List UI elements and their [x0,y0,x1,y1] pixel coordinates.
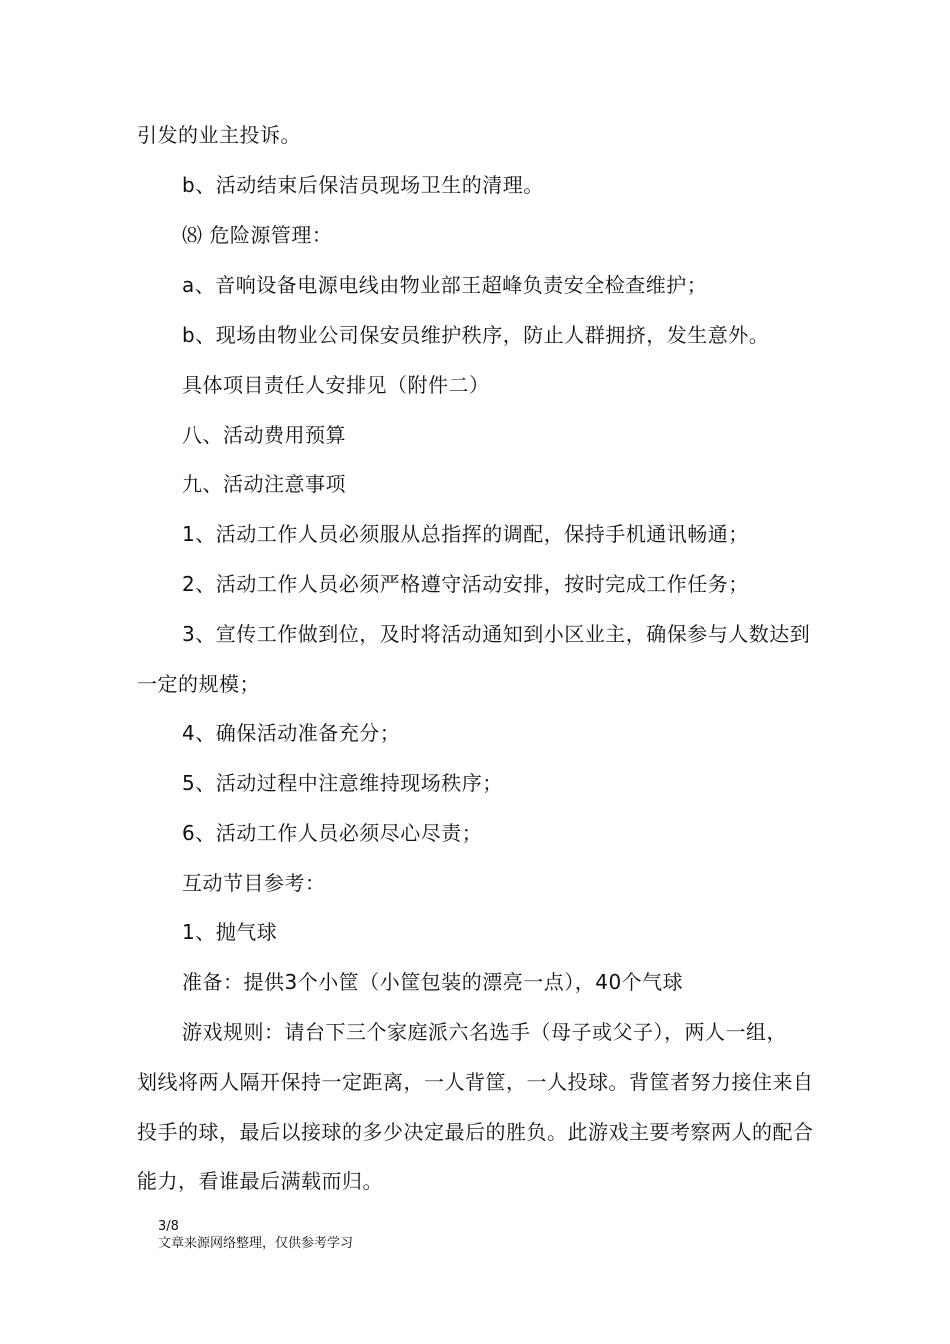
paragraph-line: 3、宣传工作做到位，及时将活动通知到小区业主，确保参与人数达到 [182,622,811,646]
paragraph-line: a、音响设备电源电线由物业部王超峰负责安全检查维护； [182,273,708,297]
paragraph-line: 具体项目责任人安排见（附件二） [182,373,490,397]
paragraph-line: 一定的规模； [137,672,260,696]
section-heading: 九、活动注意事项 [182,472,346,496]
paragraph-line: b、活动结束后保洁员现场卫生的清理。 [182,173,544,197]
paragraph-line: b、现场由物业公司保安员维护秩序，防止人群拥挤，发生意外。 [182,323,770,347]
paragraph-line: 游戏规则：请台下三个家庭派六名选手（母子或父子），两人一组， [182,1020,787,1044]
paragraph-line: 引发的业主投诉。 [137,123,301,147]
paragraph-line: 6、活动工作人员必须尽心尽责； [182,821,483,845]
paragraph-line: 划线将两人隔开保持一定距离，一人背筐，一人投球。背筐者努力接住来自 [137,1070,814,1094]
paragraph-line: 能力，看谁最后满载而归。 [137,1169,383,1193]
paragraph-line: 1、抛气球 [182,920,278,944]
paragraph-line: 投手的球，最后以接球的多少决定最后的胜负。此游戏主要考察两人的配合 [137,1120,814,1144]
paragraph-line: 4、确保活动准备充分； [182,721,401,745]
paragraph-line: 准备：提供3个小筐（小筐包装的漂亮一点），40个气球 [182,970,684,994]
paragraph-line: 2、活动工作人员必须严格遵守活动安排，按时完成工作任务； [182,572,749,596]
page-number: 3/8 [158,1219,179,1234]
paragraph-line: 5、活动过程中注意维持现场秩序； [182,771,503,795]
footer-note: 文章来源网络整理，仅供参考学习 [158,1236,354,1251]
section-heading: ⑻ 危险源管理： [182,223,333,247]
section-heading: 八、活动费用预算 [182,423,346,447]
paragraph-line: 1、活动工作人员必须服从总指挥的调配，保持手机通讯畅通； [182,522,749,546]
section-heading: 互动节目参考： [182,871,326,895]
